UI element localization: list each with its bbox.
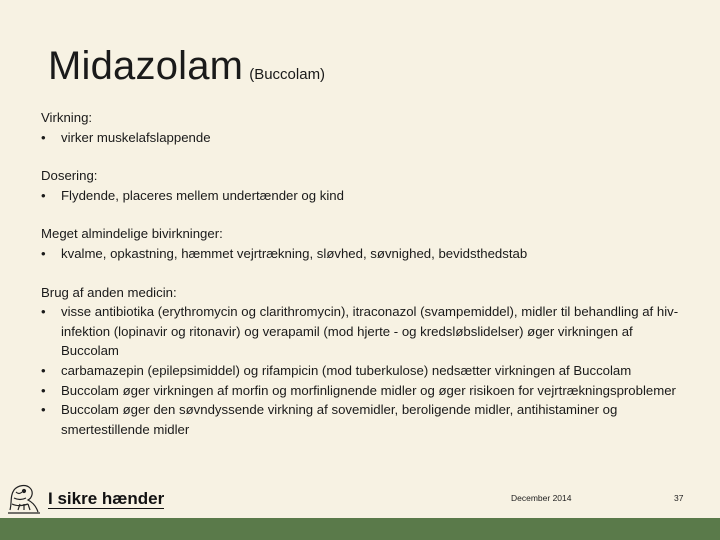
- bullet-item: • Flydende, placeres mellem undertænder og kind: [41, 186, 681, 206]
- title-main: Midazolam: [48, 44, 244, 88]
- page-number: 37: [674, 493, 684, 503]
- bullet-list: [41, 186, 681, 206]
- bullet-item: • carbamazepin (epilepsimiddel) og rifampicin (mod tuberkulose) nedsætter virkningen af Buccolam: [41, 361, 681, 381]
- section-heading: Virkning:: [41, 110, 93, 125]
- section-anden-medicin: [41, 283, 681, 440]
- slide-content: [41, 108, 681, 439]
- section-virkning: [41, 108, 681, 147]
- footer-logo: [6, 482, 164, 516]
- footer-date: December 2014: [511, 493, 572, 503]
- bullet-item: • visse antibiotika (erythromycin og clarithromycin), itraconazol (svampemiddel), midler til behandling af hiv-infektion (lopinavir og ritonavir) og verapamil (mod hjerte - og kredsløbslidelser) øger virkningen af Buccolam: [41, 302, 681, 361]
- bullet-item: • Buccolam øger den søvndyssende virkning af sovemidler, beroligende midler, antihistaminer og smertestillende midler: [41, 400, 681, 439]
- bottom-bar: [0, 518, 720, 540]
- slide-title: [48, 44, 325, 89]
- bullet-item: • virker muskelafslappende: [41, 128, 681, 148]
- bullet-list: [41, 302, 681, 439]
- section-bivirkninger: [41, 224, 681, 263]
- lion-crest-icon: [6, 482, 42, 516]
- section-heading: Brug af anden medicin:: [41, 284, 177, 300]
- section-heading: Dosering:: [41, 168, 98, 184]
- section-dosering: [41, 166, 681, 205]
- bullet-list: [41, 244, 681, 264]
- title-subtitle: (Buccolam): [249, 66, 326, 83]
- bullet-item: • kvalme, opkastning, hæmmet vejrtrækning, sløvhed, søvnighed, bevidsthedstab: [41, 244, 681, 264]
- bullet-item: • Buccolam øger virkningen af morfin og morfinlignende midler og øger risikoen for vejrtrækningsproblemer: [41, 381, 681, 401]
- section-heading: Meget almindelige bivirkninger:: [41, 226, 223, 242]
- logo-text: I sikre hænder: [48, 489, 165, 508]
- bullet-list: [41, 128, 681, 148]
